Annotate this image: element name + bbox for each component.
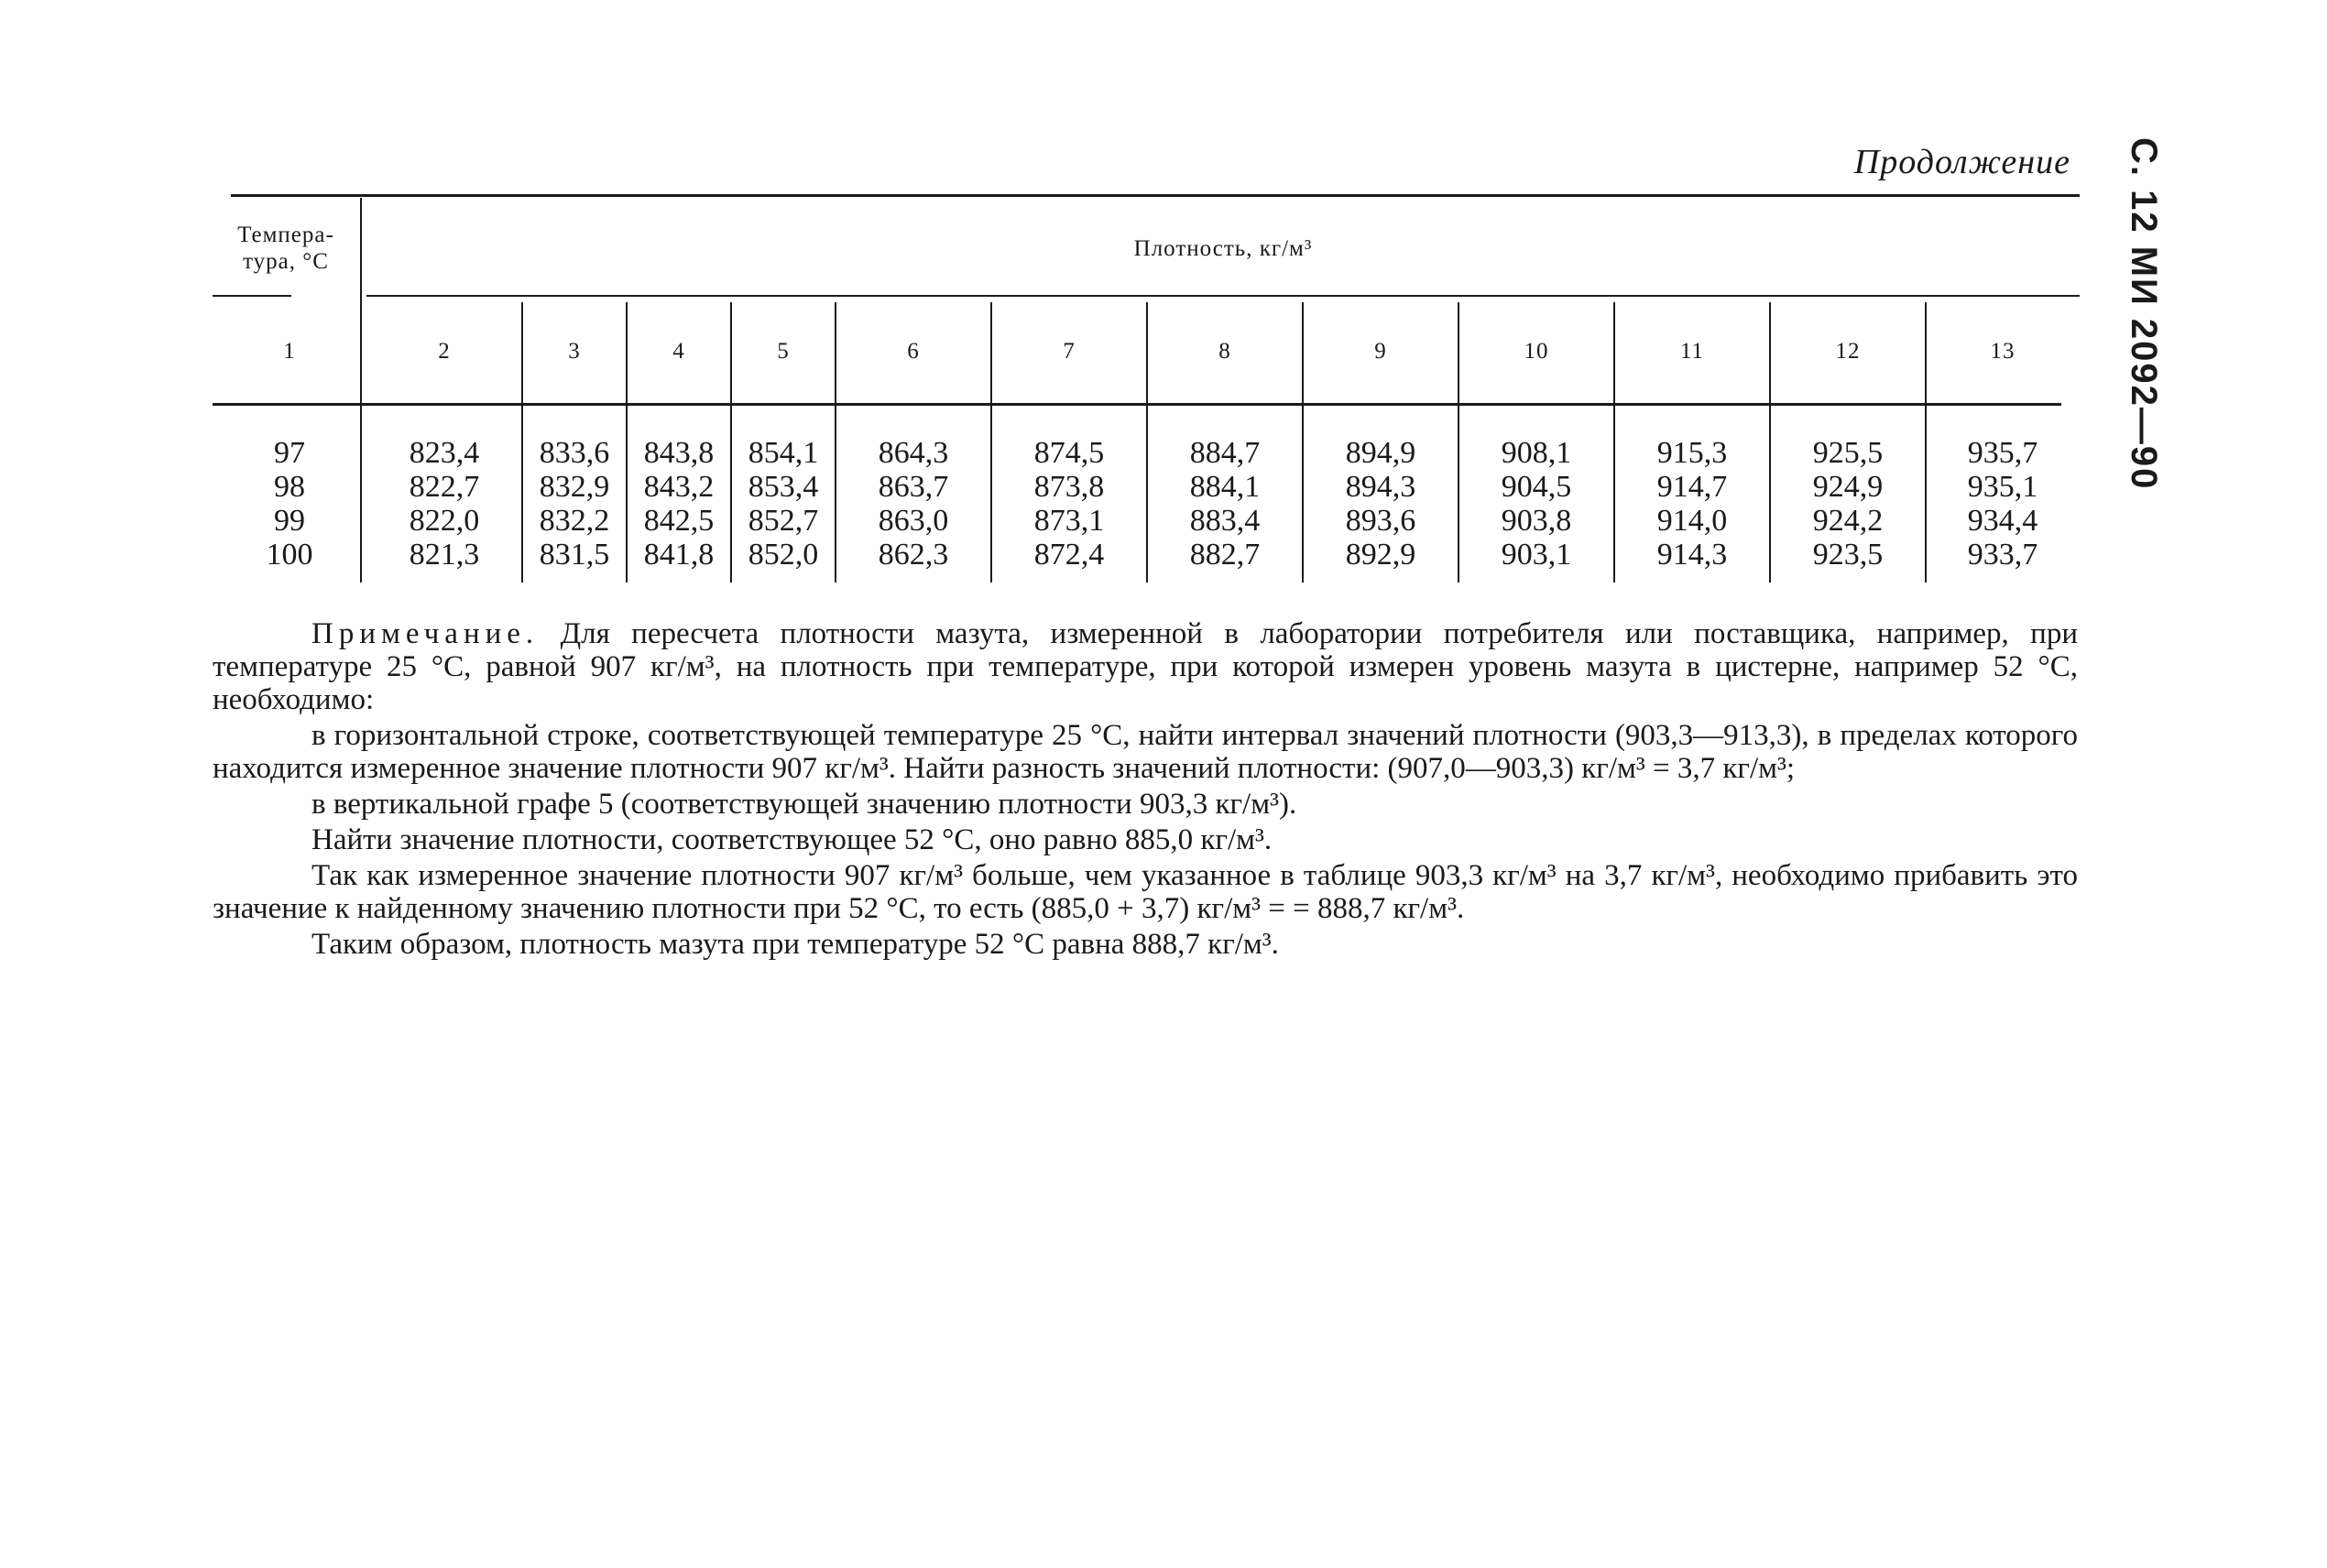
- table-column-8: [1147, 436, 1303, 575]
- table-cell: 934,4: [1967, 504, 2038, 538]
- column-number-13: 13: [1990, 338, 2016, 364]
- document-code: [2124, 137, 2182, 522]
- column-number-3: 3: [568, 338, 581, 364]
- table-column-12: [1770, 436, 1926, 575]
- column-rule: [1302, 302, 1304, 583]
- column-rule: [1769, 302, 1771, 583]
- table-cell: 843,8: [643, 436, 715, 470]
- table-cell: 852,0: [748, 538, 819, 572]
- table-cell: 893,6: [1345, 504, 1416, 538]
- column-rule: [360, 198, 362, 583]
- continuation-label: Продолжение: [1853, 143, 2070, 181]
- table-top-rule: [231, 194, 2080, 197]
- table-cell: 925,5: [1812, 436, 1884, 470]
- column-number-10: 10: [1524, 338, 1549, 364]
- table-cell: 894,9: [1345, 436, 1416, 470]
- table-cell: 935,1: [1967, 470, 2038, 504]
- document-code-text: С. 12 МИ 2092—90: [2124, 137, 2164, 491]
- note-paragraph-4: Найти значение плотности, соответствующее 52 °С, оно равно 885,0 кг/м³.: [311, 823, 1273, 856]
- table-cell: 904,5: [1501, 470, 1572, 504]
- table-column-5: [731, 436, 836, 575]
- table-cell: 821,3: [409, 538, 480, 572]
- column-number-rule: [213, 403, 2061, 406]
- table-cell: 873,8: [1033, 470, 1105, 504]
- table-cell: 823,4: [409, 436, 480, 470]
- table-cell: 914,7: [1656, 470, 1728, 504]
- note-text-1: Для пересчета плотности мазута, измеренной в лаборатории потребителя или поставщика, например, при температуре 25 °С, равной 907 кг/м³, на плотность при температуре, при которой измерен уровень мазута в цистерне, например 52 °С, необходимо:: [213, 617, 2078, 716]
- table-cell: 864,3: [878, 436, 949, 470]
- column-rule: [1458, 302, 1459, 583]
- table-column-11: [1614, 436, 1770, 575]
- table-column-7: [991, 436, 1147, 575]
- table-column-1: [213, 436, 366, 575]
- table-cell: 884,1: [1189, 470, 1261, 504]
- density-table: [213, 191, 2080, 610]
- temp-header-rule: [213, 295, 291, 297]
- density-header: Плотность, кг/м³: [1133, 235, 1313, 261]
- table-cell: 854,1: [748, 436, 819, 470]
- column-rule: [835, 302, 836, 583]
- table-column-13: [1926, 436, 2080, 575]
- table-column-10: [1458, 436, 1614, 575]
- table-cell: 822,0: [409, 504, 480, 538]
- column-number-6: 6: [907, 338, 920, 364]
- column-number-8: 8: [1218, 338, 1231, 364]
- note-label: Примечание.: [311, 617, 540, 650]
- table-cell: 924,2: [1812, 504, 1884, 538]
- column-rule: [730, 302, 732, 583]
- table-cell: 862,3: [878, 538, 949, 572]
- table-cell: 872,4: [1033, 538, 1105, 572]
- note-paragraph-3: в вертикальной графе 5 (соответствующей значению плотности 903,3 кг/м³).: [311, 788, 1297, 821]
- table-cell: 843,2: [643, 470, 715, 504]
- table-cell: 923,5: [1812, 538, 1884, 572]
- column-number-4: 4: [672, 338, 685, 364]
- table-cell: 832,2: [539, 504, 610, 538]
- table-cell: 100: [266, 538, 313, 572]
- table-cell: 841,8: [643, 538, 715, 572]
- table-cell: 908,1: [1501, 436, 1572, 470]
- column-number-1: 1: [283, 338, 296, 364]
- table-cell: 853,4: [748, 470, 819, 504]
- table-cell: 874,5: [1033, 436, 1105, 470]
- table-cell: 99: [274, 504, 305, 538]
- table-cell: 863,7: [878, 470, 949, 504]
- table-column-2: [366, 436, 522, 575]
- table-cell: 833,6: [539, 436, 610, 470]
- table-cell: 883,4: [1189, 504, 1261, 538]
- temperature-header: Темпера-тура, °С: [237, 223, 334, 274]
- table-cell: 882,7: [1189, 538, 1261, 572]
- column-rule: [1613, 302, 1615, 583]
- note-paragraph-1: [213, 617, 2078, 716]
- column-number-7: 7: [1063, 338, 1076, 364]
- table-cell: 822,7: [409, 470, 480, 504]
- column-number-9: 9: [1374, 338, 1387, 364]
- table-cell: 935,7: [1967, 436, 2038, 470]
- table-cell: 884,7: [1189, 436, 1261, 470]
- table-cell: 903,1: [1501, 538, 1572, 572]
- column-rule: [1146, 302, 1148, 583]
- table-cell: 863,0: [878, 504, 949, 538]
- table-cell: 915,3: [1656, 436, 1728, 470]
- column-number-5: 5: [777, 338, 790, 364]
- table-cell: 852,7: [748, 504, 819, 538]
- table-cell: 97: [274, 436, 305, 470]
- table-cell: 914,3: [1656, 538, 1728, 572]
- table-column-3: [522, 436, 627, 575]
- table-cell: 924,9: [1812, 470, 1884, 504]
- table-cell: 831,5: [539, 538, 610, 572]
- column-rule: [521, 302, 523, 583]
- note-paragraph-2: в горизонтальной строке, соответствующей температуре 25 °С, найти интервал значений плотности (903,3—913,3), в пределах которого находится измеренное значение плотности 907 кг/м³. Найти разность значений плотности: (907,0—903,3) кг/м³ = 3,7 кг/м³;: [213, 719, 2078, 785]
- density-header-rule: [366, 295, 2080, 297]
- table-column-4: [627, 436, 731, 575]
- table-cell: 933,7: [1967, 538, 2038, 572]
- table-cell: 892,9: [1345, 538, 1416, 572]
- table-cell: 842,5: [643, 504, 715, 538]
- table-cell: 894,3: [1345, 470, 1416, 504]
- column-rule: [1925, 302, 1927, 583]
- note-paragraph-6: Таким образом, плотность мазута при температуре 52 °С равна 888,7 кг/м³.: [311, 928, 1279, 961]
- table-column-6: [836, 436, 991, 575]
- table-cell: 873,1: [1033, 504, 1105, 538]
- table-column-9: [1303, 436, 1458, 575]
- column-rule: [990, 302, 992, 583]
- table-cell: 914,0: [1656, 504, 1728, 538]
- column-number-2: 2: [438, 338, 451, 364]
- note-section: [213, 617, 2078, 964]
- note-paragraph-5: Так как измеренное значение плотности 907 кг/м³ больше, чем указанное в таблице 903,3 кг/м³ на 3,7 кг/м³, необходимо прибавить это значение к найденному значению плотности при 52 °С, то есть (885,0 + 3,7) кг/м³ = = 888,7 кг/м³.: [213, 859, 2078, 925]
- column-rule: [626, 302, 628, 583]
- table-cell: 832,9: [539, 470, 610, 504]
- table-cell: 98: [274, 470, 305, 504]
- table-cell: 903,8: [1501, 504, 1572, 538]
- column-number-11: 11: [1679, 338, 1705, 364]
- column-number-12: 12: [1835, 338, 1861, 364]
